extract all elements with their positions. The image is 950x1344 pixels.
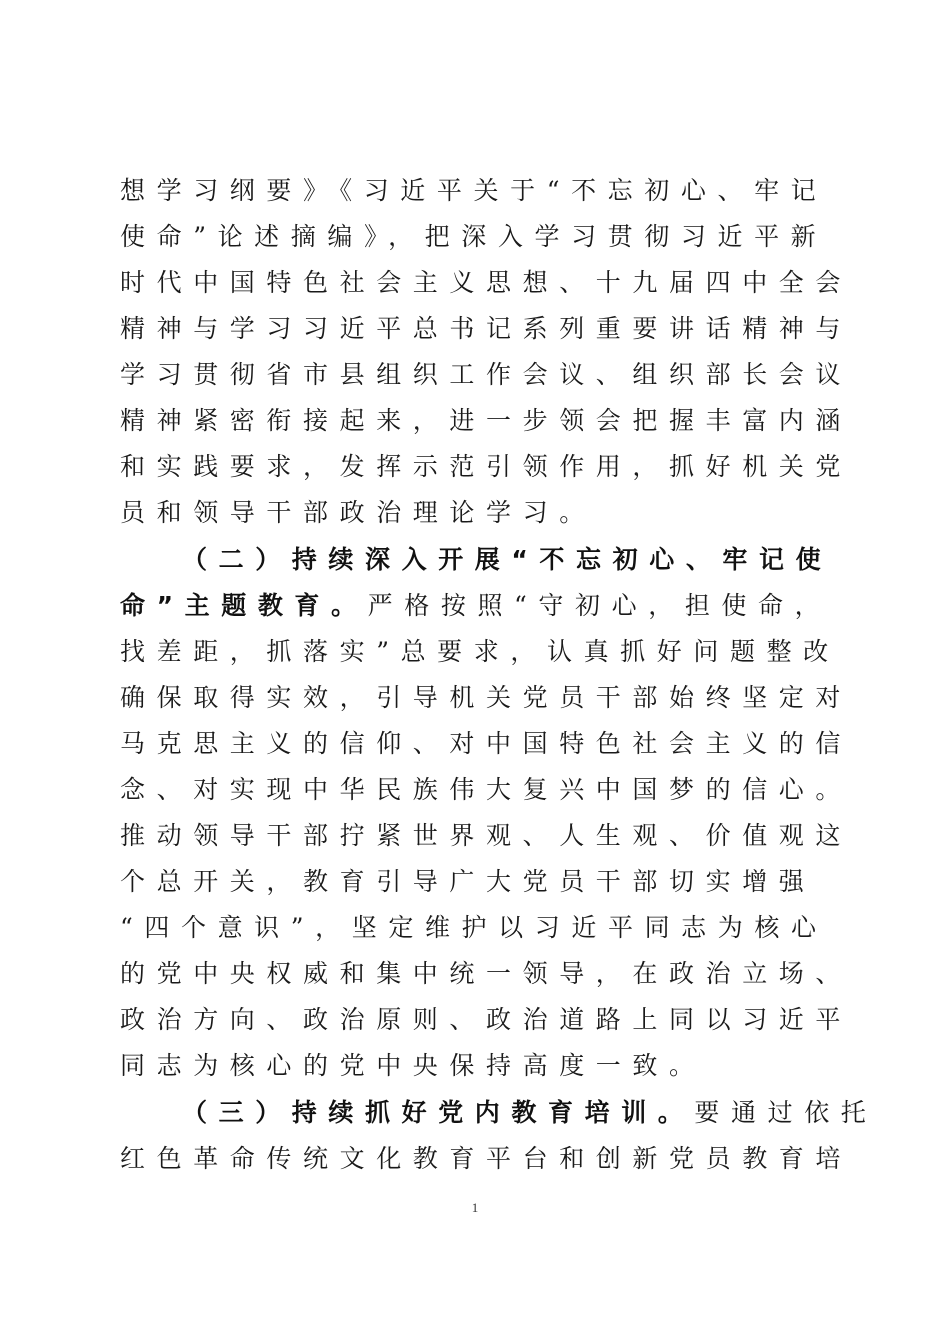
section-2-heading-line xyxy=(120,583,832,629)
paragraph-line: 精神紧密衔接起来，进一步领会把握丰富内涵 xyxy=(120,406,853,435)
paragraph-line: 学习贯彻省市县组织工作会议、组织部长会议 xyxy=(120,360,853,389)
section-2-body-start: 严格按照“守初心，担使命， xyxy=(367,591,832,620)
paragraph-line: 推动领导干部拧紧世界观、人生观、价值观这 xyxy=(120,821,853,850)
paragraph-line: 和实践要求，发挥示范引领作用，抓好机关党 xyxy=(120,452,853,481)
paragraph-line: 精神与学习习近平总书记系列重要讲话精神与 xyxy=(120,314,853,343)
section-2-heading-end: 命”主题教育。 xyxy=(120,591,368,620)
section-3-body-start: 要通过依托 xyxy=(694,1098,878,1127)
paragraph-line: 员和领导干部政治理论学习。 xyxy=(120,498,596,527)
paragraph-line: 同志为核心的党中央保持高度一致。 xyxy=(120,1051,706,1080)
paragraph-line: 使命”论述摘编》，把深入学习贯彻习近平新 xyxy=(120,222,828,251)
paragraph-line: 时代中国特色社会主义思想、十九届四中全会 xyxy=(120,268,853,297)
paragraph-line: 的党中央权威和集中统一领导，在政治立场、 xyxy=(120,959,853,988)
paragraph-line: 想学习纲要》《习近平关于“不忘初心、牢记 xyxy=(120,176,828,205)
page-number: 1 xyxy=(471,1200,479,1215)
paragraph-line: “四个意识”，坚定维护以习近平同志为核心 xyxy=(120,913,828,942)
paragraph-line: 念、对实现中华民族伟大复兴中国梦的信心。 xyxy=(120,775,853,804)
section-3-heading: （三）持续抓好党内教育培训。 xyxy=(182,1098,695,1127)
paragraph-line: 找差距，抓落实”总要求，认真抓好问题整改 xyxy=(120,637,840,666)
paragraph-line: 马克思主义的信仰、对中国特色社会主义的信 xyxy=(120,729,853,758)
paragraph-line: 确保取得实效，引导机关党员干部始终坚定对 xyxy=(120,683,853,712)
paragraph-line: 政治方向、政治原则、政治道路上同以习近平 xyxy=(120,1005,853,1034)
section-2-heading: （二）持续深入开展“不忘初心、牢记使 xyxy=(182,545,833,574)
paragraph-line: 红色革命传统文化教育平台和创新党员教育培 xyxy=(120,1144,853,1173)
section-3-heading-line xyxy=(182,1090,878,1136)
paragraph-line: 个总开关，教育引导广大党员干部切实增强 xyxy=(120,867,816,896)
